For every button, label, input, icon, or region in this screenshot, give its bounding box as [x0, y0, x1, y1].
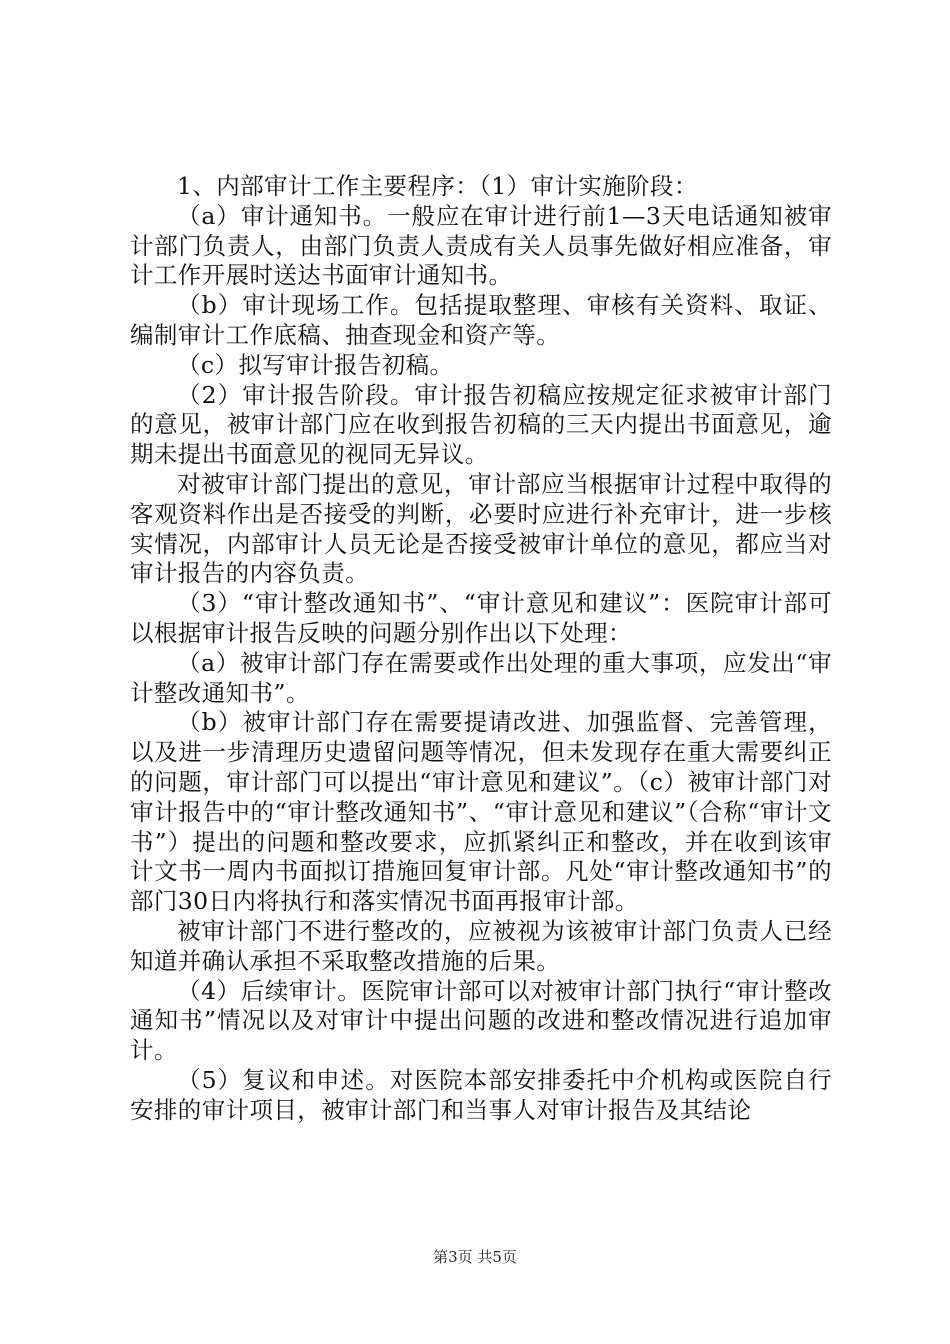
paragraph-7: （3）“审计整改通知书”、“审计意见和建议”：医院审计部可以根据审计报告反映的问题分别作出以下处理： — [130, 589, 832, 647]
paragraph-2: （a）审计通知书。一般应在审计进行前1—3天电话通知被审计部门负责人，由部门负责人责成有关人员事先做好相应准备，审计工作开展时送达书面审计通知书。 — [130, 201, 832, 290]
paragraph-12: （5）复议和申述。对医院本部安排委托中介机构或医院自行安排的审计项目，被审计部门和当事人对审计报告及其结论 — [130, 1065, 832, 1124]
document-body — [130, 172, 832, 1126]
paragraph-10: 被审计部门不进行整改的，应被视为该被审计部门负责人已经知道并确认承担不采取整改措施的后果。 — [130, 916, 832, 975]
paragraph-5: （2）审计报告阶段。审计报告初稿应按规定征求被审计部门的意见，被审计部门应在收到报告初稿的三天内提出书面意见，逾期未提出书面意见的视同无异议。 — [130, 380, 832, 469]
paragraph-3: （b）审计现场工作。包括提取整理、审核有关资料、取证、编制审计工作底稿、抽查现金和资产等。 — [130, 291, 832, 349]
paragraph-6: 对被审计部门提出的意见，审计部应当根据审计过程中取得的客观资料作出是否接受的判断，必要时应进行补充审计，进一步核实情况，内部审计人员无论是否接受被审计单位的意见，都应当对审计报告的内容负责。 — [130, 469, 832, 588]
paragraph-8: （a）被审计部门存在需要或作出处理的重大事项，应发出“审计整改通知书”。 — [130, 648, 832, 707]
paragraph-11: （4）后续审计。医院审计部可以对被审计部门执行“审计整改通知书”情况以及对审计中提出问题的改进和整改情况进行追加审计。 — [130, 976, 832, 1065]
page-number-footer: 第3页 共5页 — [433, 1248, 517, 1266]
paragraph-4: （c）拟写审计报告初稿。 — [177, 350, 454, 379]
paragraph-9: （b）被审计部门存在需要提请改进、加强监督、完善管理，以及进一步清理历史遗留问题等情况，但未发现存在重大需要纠正的问题，审计部门可以提出“审计意见和建议”。（c）被审计部门对审计报告中的“审计整改通知书”、“审计意见和建议”（合称“审计文书”）提出的问题和整改要求，应抓紧纠正和整改，并在收到该审计文书一周内书面拟订措施回复审计部。凡处“审计整改通知书”的部门30日内将执行和落实情况书面再报审计部。 — [130, 708, 832, 916]
paragraph-1: 1、内部审计工作主要程序：（1）审计实施阶段： — [177, 172, 698, 200]
